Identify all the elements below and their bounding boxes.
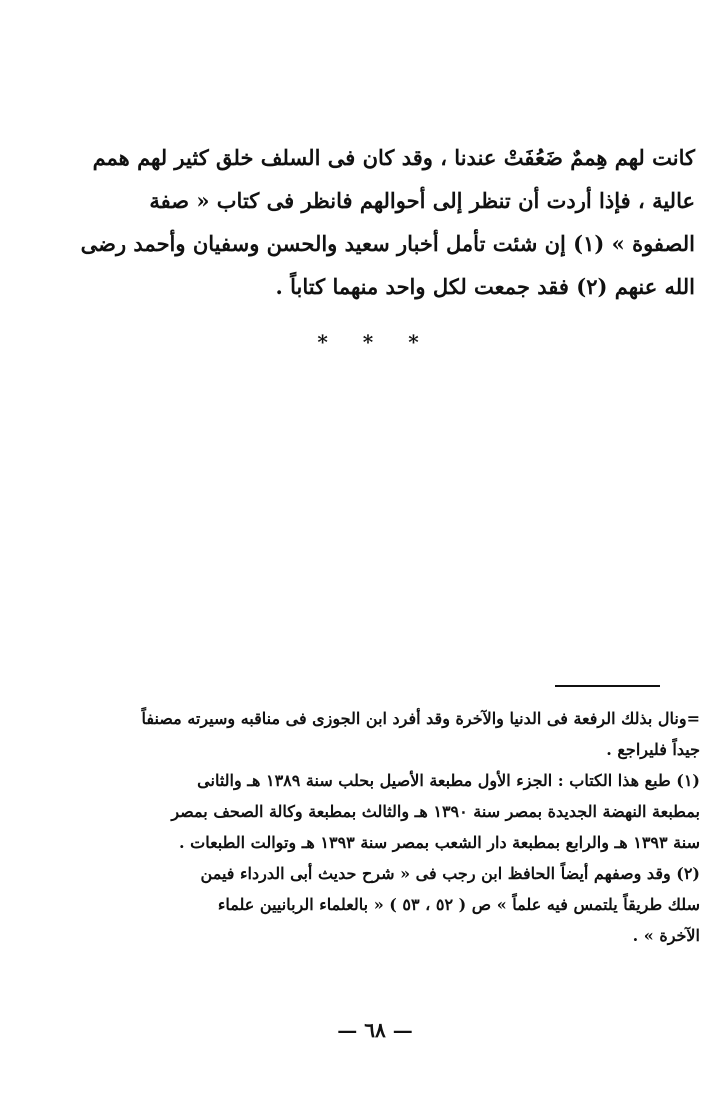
footnote-line: بمطبعة النهضة الجديدة بمصر سنة ١٣٩٠ هـ والثالث بمطبعة وكالة الصحف بمصر xyxy=(171,802,700,821)
footnote-line: سنة ١٣٩٣ هـ والرابع بمطبعة دار الشعب بمصر سنة ١٣٩٣ هـ وتوالت الطبعات . xyxy=(179,833,700,852)
main-line: الصفوة » (١) إن شئت تأمل أخبار سعيد والحسن وسفيان وأحمد رضى xyxy=(80,231,695,256)
main-line: كانت لهم هِممٌ ضَعُفَتْ عندنا ، وقد كان فى السلف خلق كثير لهم همم xyxy=(92,145,695,170)
footnote-2 xyxy=(80,858,700,951)
page-number: — ٦٨ — xyxy=(337,1018,413,1042)
footnote-line: (١) طبع هذا الكتاب : الجزء الأول مطبعة الأصيل بحلب سنة ١٣٨٩ هـ والثانى xyxy=(197,771,700,790)
footnote-continuation xyxy=(80,703,700,765)
main-paragraph xyxy=(80,136,695,308)
footnote-line: سلك طريقاً يلتمس فيه علماً » ص ( ٥٢ ، ٥٣ ) « بالعلماء الربانيين علماء xyxy=(217,895,700,914)
main-line: عالية ، فإذا أردت أن تنظر إلى أحوالهم فانظر فى كتاب « صفة xyxy=(149,188,695,213)
footnotes xyxy=(80,703,700,951)
footnote-line: (٢) وقد وصفهم أيضاً الحافظ ابن رجب فى « شرح حديث أبى الدرداء فيمن xyxy=(200,864,700,883)
footnote-line: جيداً فليراجع . xyxy=(606,740,700,759)
footnote-divider xyxy=(555,685,660,687)
footnote-1 xyxy=(80,765,700,858)
footnote-line: =ونال بذلك الرفعة فى الدنيا والآخرة وقد أفرد ابن الجوزى فى مناقبه وسيرته مصنفاً xyxy=(141,709,700,728)
main-line: الله عنهم (٢) فقد جمعت لكل واحد منهما كتاباً . xyxy=(275,274,695,299)
section-separator: * * * xyxy=(317,330,433,354)
footnote-line: الآخرة » . xyxy=(632,926,700,945)
